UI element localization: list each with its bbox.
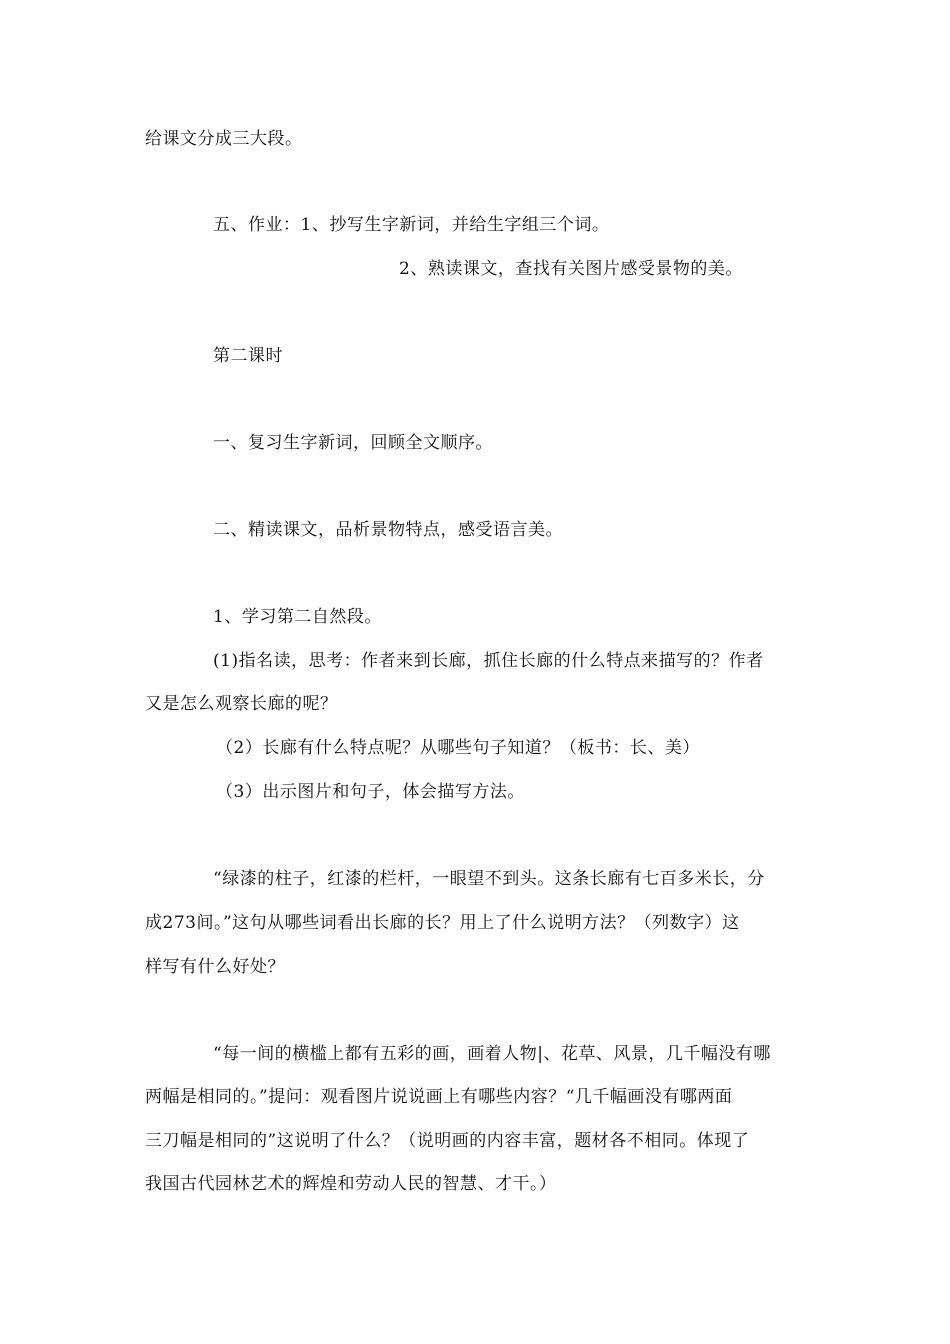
step-heading: 一、复习生字新词，回顾全文顺序。	[213, 433, 493, 453]
question-line: （2）长廊有什么特点呢？从哪些句子知道？（板书：长、美）	[216, 738, 700, 758]
section-title: 第二课时	[213, 346, 283, 366]
quote-line: 样写有什么好处？	[145, 957, 285, 977]
question-line: （3）出示图片和句子，体会描写方法。	[216, 782, 525, 802]
homework-heading: 五、作业：1、抄写生字新词，并给生字组三个词。	[213, 215, 610, 235]
quote-line: “绿漆的柱子，红漆的栏杆，一眼望不到头。这条长廊有七百多米长，分	[213, 869, 765, 889]
question-line: (1)指名读，思考：作者来到长廊，抓住长廊的什么特点来描写的？作者	[213, 651, 764, 671]
text-line: 给课文分成三大段。	[145, 129, 303, 149]
quote-line: “每一间的横槛上都有五彩的画，画着人物|、花草、风景，几千幅没有哪	[213, 1044, 771, 1064]
quote-line: 两幅是相同的。”提问：观看图片说说画上有哪些内容？“几千幅画没有哪两面	[145, 1087, 733, 1107]
quote-line: 我国古代园林艺术的辉煌和劳动人民的智慧、才干。）	[145, 1174, 557, 1194]
quote-line: 三刀幅是相同的”这说明了什么？（说明画的内容丰富，题材各不相同。体现了	[145, 1131, 750, 1151]
question-line: 又是怎么观察长廊的呢？	[145, 694, 338, 714]
sub-step: 1、学习第二自然段。	[213, 607, 382, 627]
step-heading: 二、精读课文，品析景物特点，感受语言美。	[213, 520, 563, 540]
homework-item: 2、熟读课文，查找有关图片感受景物的美。	[399, 259, 743, 279]
quote-line: 成273间。”这句从哪些词看出长廊的长？用上了什么说明方法？（列数字）这	[145, 913, 740, 933]
